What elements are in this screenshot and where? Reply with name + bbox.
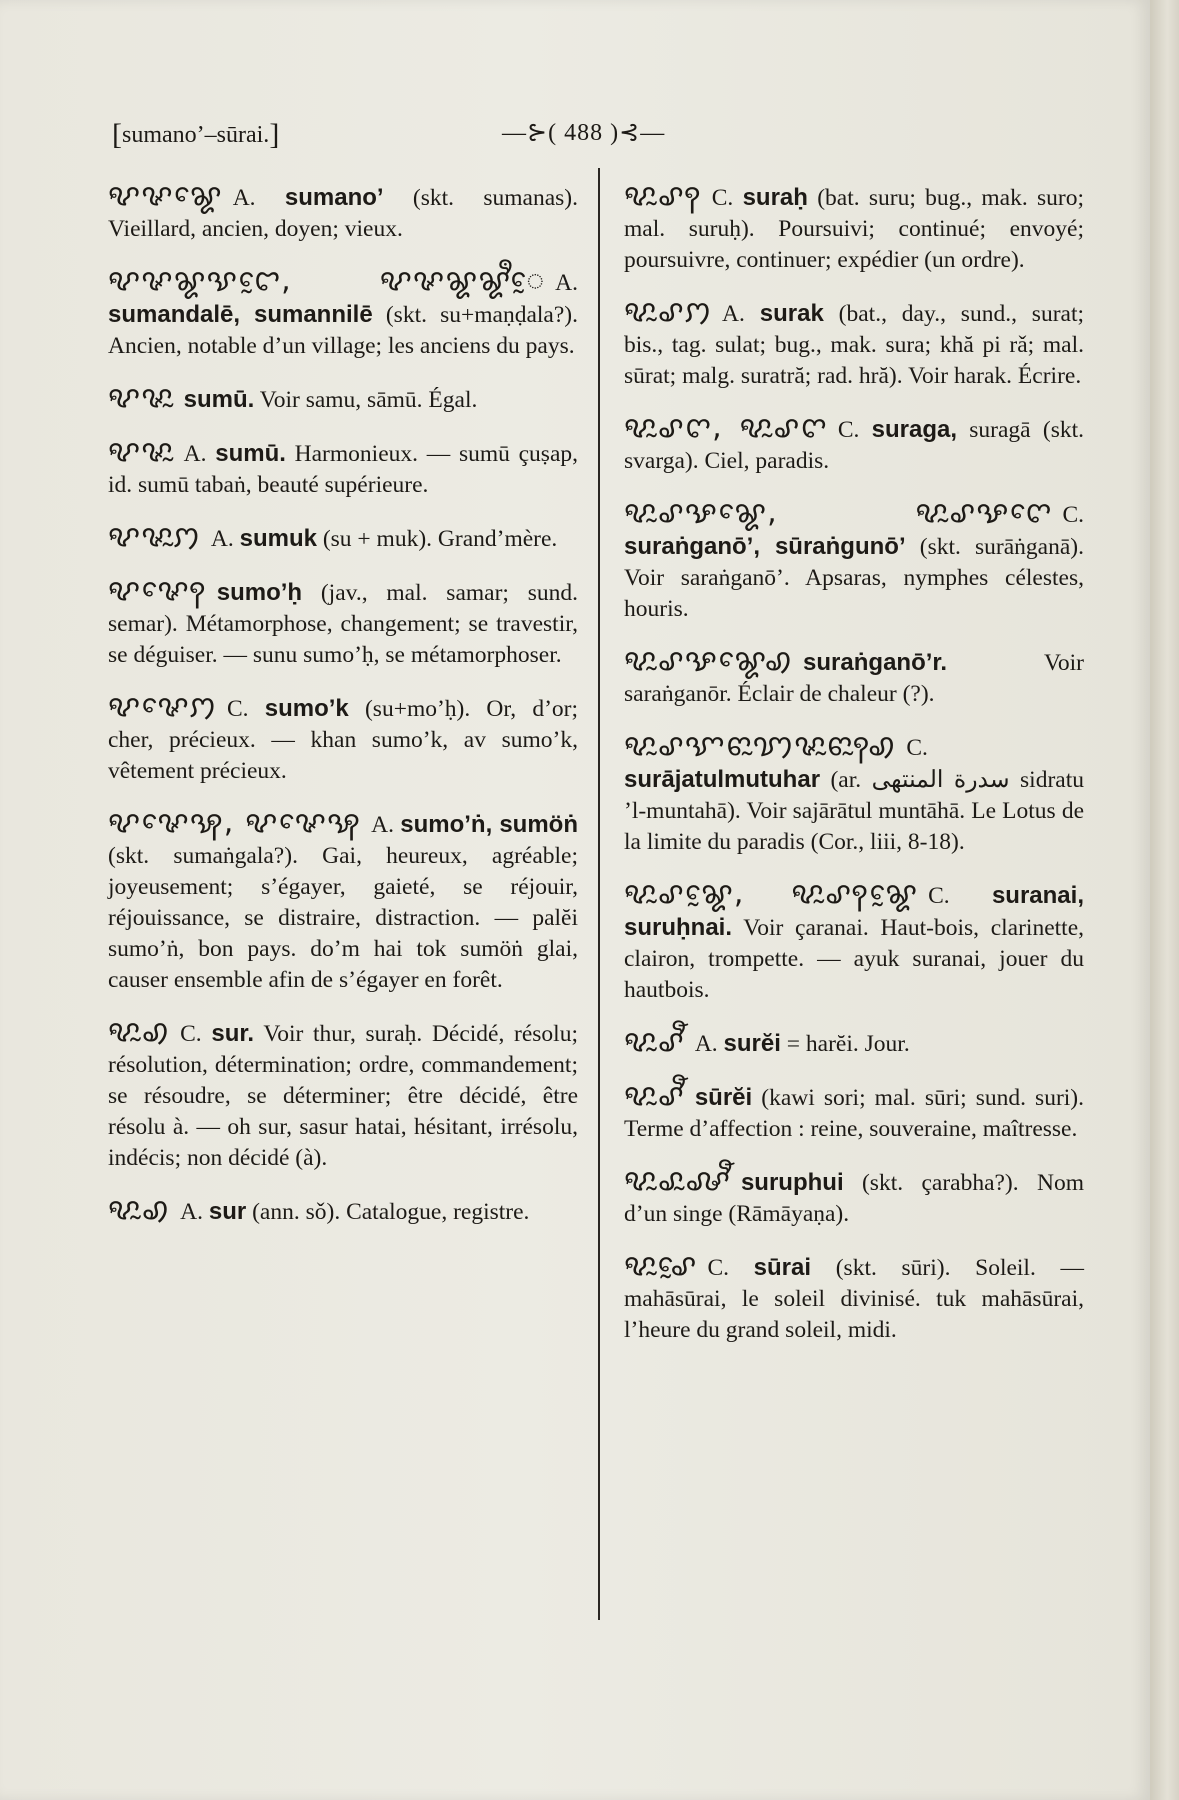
dialect-prefix: A.: [555, 270, 578, 296]
entry-definition: (ar. سدرة المنتهى sidratu ’l-muntahā). Voir sajārātul muntāhā. Le Lotus de la limite du paradis (Cor., liii, 8-18).: [624, 767, 1084, 855]
entry-headword: sumano’: [284, 184, 384, 211]
dialect-prefix: C.: [711, 185, 734, 211]
entry-headword: suruphui: [740, 1169, 844, 1196]
dictionary-entry: [624, 497, 1084, 625]
cham-script-headword: ꨦꨟꨭ: [108, 380, 174, 415]
cham-script-headword: ꨦꨟꨭꩀ: [108, 519, 201, 554]
page-header: [112, 118, 692, 158]
entry-definition: (bat., day., sund., surat; bis., tag. sulat; bug., mak. sura; khă pi rǎ; mal. sūrat; malg. suratră; rad. hră). Voir harak. Écrire.: [624, 301, 1085, 389]
cham-script-headword: ꨦꨭꨣꨎꨓꨭꩈꨟꨭꨓꨭꩍꩉ: [624, 728, 897, 763]
entry-definition: (skt. sūri). Soleil. — mahāsūrai, le soleil divinisé. tuk mahāsūrai, l’heure du grand soleil, midi.: [624, 1255, 1085, 1343]
running-head: [sumano’–sūrai.]: [112, 118, 280, 151]
dictionary-entry: [108, 807, 578, 996]
cham-script-headword: ꨦꨭꨣꨭꨜꨬ: [624, 1163, 731, 1198]
right-column: [624, 180, 1084, 1366]
entry-definition: (skt. su+maṇḍala?). Ancien, notable d’un village; les anciens du pays.: [108, 302, 578, 359]
entry-definition: Voir samu, sāmū. Égal.: [259, 387, 478, 413]
dialect-prefix: C.: [180, 1021, 202, 1047]
entry-headword: suranai, suruḥnai.: [624, 882, 1084, 941]
entry-definition: (skt. surāṅganā). Voir saraṅganō’. Apsaras, nymphes célestes, houris.: [624, 534, 1084, 622]
cham-script-headword: ꨦꨟꨯꩍ: [108, 573, 207, 608]
dictionary-entry: [108, 436, 578, 501]
entry-headword: surak: [759, 300, 824, 327]
dictionary-entry: [108, 265, 578, 362]
entry-headword: suraṅganō’, sūraṅgunō’: [624, 533, 906, 560]
dialect-prefix: C.: [928, 883, 950, 909]
entry-definition: (jav., mal. samar; sund. semar). Métamorphose, changement; se travestir, se déguiser. — sunu sumo’ḥ, se métamorphoser.: [108, 580, 578, 668]
entry-definition: = harĕi. Jour.: [786, 1031, 910, 1057]
entry-definition: suragā (skt. svarga). Ciel, paradis.: [624, 417, 1084, 474]
dictionary-entry: [624, 412, 1084, 477]
cham-script-headword: ꨦꨟꨭ: [108, 434, 174, 469]
entry-headword: suraga,: [871, 416, 958, 443]
cham-script-headword: ꨦꨭꨣꨬ: [624, 1078, 685, 1113]
dialect-prefix: C.: [227, 696, 249, 722]
column-divider: [598, 168, 600, 1620]
dialect-prefix: A.: [183, 441, 207, 467]
cham-script-headword: ꨦꨭꨣꩀ: [624, 294, 713, 329]
cham-script-headword: ꨦꨟꨯꩂ, ꨦꨟꨯꩂ: [108, 805, 362, 840]
dictionary-entry: [108, 575, 578, 671]
dictionary-entry: [108, 1194, 578, 1228]
entry-headword: sumuk: [239, 525, 317, 552]
cham-script-headword: ꨦꨟꨘꨕꨤꨰ, ꨦꨟꨘꨘꨫꨰ: [108, 263, 546, 298]
entry-headword: suraḥ: [742, 184, 808, 211]
dictionary-entry: [624, 1080, 1084, 1145]
dictionary-entry: [108, 521, 578, 555]
dictionary-entry: [108, 691, 578, 787]
entry-headword: suraṅganō’r.: [803, 649, 948, 676]
dictionary-entry: [624, 1165, 1084, 1230]
entry-headword: sumandalē, sumannilē: [108, 301, 373, 328]
dialect-prefix: C.: [906, 735, 928, 761]
entry-definition: (skt. sumaṅgala?). Gai, heureux, agréable; joyeusement; s’égayer, gaieté, se réjouir, réjouissance, se distraire, distraction. — palĕi sumo’ṅ, bon pays. do’m hai tok sumöṅ glai, causer ensemble afin de s’égayer en forêt.: [108, 843, 578, 993]
entry-definition: Voir çaranai. Haut-bois, clarinette, clairon, trompette. — ayuk suranai, jouer du hautbois.: [624, 915, 1084, 1003]
cham-script-headword: ꨦꨭꩉ: [108, 1014, 171, 1049]
cham-script-headword: ꨦꨭꩉ: [108, 1192, 171, 1227]
entry-headword: surājatulmutuhar: [624, 766, 821, 793]
entry-definition: Voir thur, suraḥ. Décidé, résolu; résolution, détermination; ordre, commandement; se résoudre, se déterminer; être décidé, être résolu à. — oh sur, sasur hatai, hésitant, irrésolu, indécis; non décidé (à).: [108, 1021, 578, 1171]
dictionary-entry: [624, 1250, 1084, 1346]
entry-definition: (skt. çarabha?). Nom d’un singe (Rāmāyaṇa).: [624, 1170, 1084, 1227]
entry-definition: Harmonieux. — sumū çuṣap, id. sumū tabaṅ, beauté supérieure.: [108, 441, 578, 498]
entry-headword: sumo’ḥ: [216, 579, 303, 606]
dialect-prefix: A.: [180, 1199, 203, 1225]
cham-script-headword: ꨦꨭꨣꩍ: [624, 178, 702, 213]
page-number: —⊱( 488 )⊰—: [502, 120, 666, 146]
dialect-prefix: A.: [722, 301, 745, 327]
dialect-prefix: C.: [1062, 502, 1084, 528]
entry-headword: sumū.: [215, 440, 286, 467]
entry-headword: sūrĕi: [694, 1084, 753, 1111]
dialect-prefix: C.: [837, 417, 860, 443]
dialect-prefix: A.: [210, 526, 234, 552]
entry-headword: sur.: [211, 1020, 255, 1047]
entry-definition: (skt. sumanas). Vieillard, ancien, doyen; vieux.: [108, 185, 578, 242]
dialect-prefix: A.: [232, 185, 256, 211]
cham-script-headword: ꨦꨭꨣꨊꨘꨯꩉ: [624, 643, 794, 678]
dictionary-entry: [624, 1026, 1084, 1060]
dictionary-entry: [624, 730, 1084, 858]
cham-script-headword: ꨦꨟꨯꩀ: [108, 689, 217, 724]
entry-definition: (ann. sǒ). Catalogue, registre.: [252, 1199, 530, 1225]
entry-headword: sur: [208, 1198, 247, 1225]
page-edge: [1150, 0, 1179, 1800]
entry-headword: surĕi: [723, 1030, 781, 1057]
entry-definition: (kawi sori; mal. sūri; sund. suri). Terme d’affection : reine, souveraine, maîtresse.: [624, 1085, 1085, 1142]
entry-headword: sūrai: [753, 1254, 812, 1281]
cham-script-headword: ꨦꨭꨣꨘꨰ, ꨦꨭꨣꩍꨘꨰ: [624, 876, 919, 911]
dictionary-entry: [624, 645, 1084, 710]
dictionary-entry: [108, 382, 578, 416]
cham-script-headword: ꨦꨭꨣꨰ: [624, 1248, 698, 1283]
cham-script-headword: ꨦꨟꨘꨯ: [108, 178, 223, 213]
dictionary-entry: [108, 180, 578, 245]
left-column: [108, 180, 578, 1248]
dictionary-entry: [624, 878, 1084, 1006]
entry-headword: sumo’ṅ, sumöṅ: [400, 811, 579, 838]
dialect-prefix: A.: [371, 812, 394, 838]
dialect-prefix: A.: [694, 1031, 718, 1057]
dialect-prefix: C.: [707, 1255, 729, 1281]
cham-script-headword: ꨦꨭꨣꨈ, ꨦꨭꨣꨈ: [624, 410, 828, 445]
cham-script-headword: ꨦꨭꨣꨬ: [624, 1024, 685, 1059]
dictionary-entry: [624, 180, 1084, 276]
dictionary-entry: [108, 1016, 578, 1174]
entry-definition: (su+mo’ḥ). Or, d’or; cher, précieux. — khan sumo’k, av sumo’k, vêtement précieux.: [108, 696, 579, 784]
entry-headword: sumo’k: [264, 695, 349, 722]
entry-definition: (bat. suru; bug., mak. suro; mal. suruḥ). Poursuivi; continué; envoyé; poursuivre, continuer; expédier (un ordre).: [624, 185, 1084, 273]
entry-definition: (su + muk). Grand’mère.: [322, 526, 558, 552]
dictionary-entry: [624, 296, 1084, 392]
entry-headword: sumū.: [183, 386, 255, 413]
entry-definition: Voir saraṅganōr. Éclair de chaleur (?).: [624, 650, 1084, 707]
cham-script-headword: ꨦꨭꨣꨊꨘꨯ, ꨦꨭꨣꨊꨈꨯ: [624, 495, 1053, 530]
